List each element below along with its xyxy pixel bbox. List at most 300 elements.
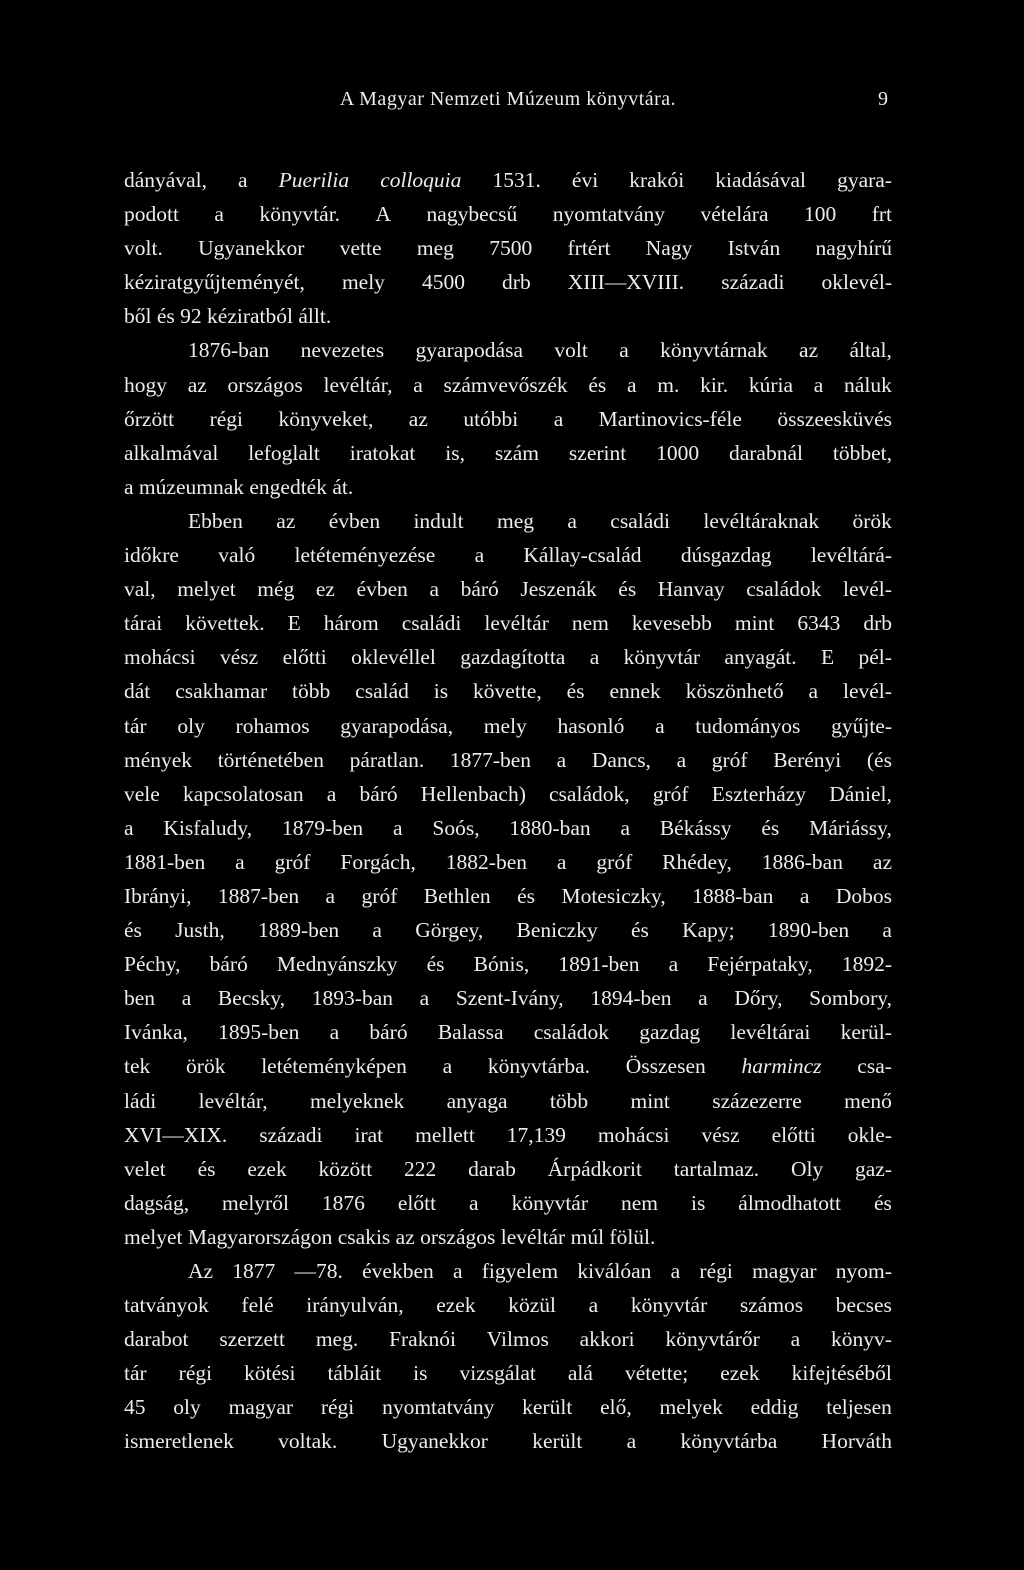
word: Becsky, [217, 986, 286, 1011]
word: a [620, 815, 630, 840]
text-line [124, 1152, 892, 1186]
word: 6343 [797, 611, 841, 636]
word: Oly [790, 1156, 824, 1181]
word: vette [339, 236, 382, 261]
word: Árpádkorit [547, 1156, 642, 1181]
word: az [187, 372, 207, 397]
word: melyet [124, 1224, 183, 1249]
word: tárai [124, 611, 163, 636]
text-line [124, 299, 892, 333]
word: szerzett [219, 1327, 285, 1352]
word: a [553, 406, 564, 431]
text-line [124, 402, 892, 436]
word: is, [445, 440, 465, 465]
word: alá [567, 1361, 593, 1386]
word: levél- [842, 679, 892, 704]
word: kerül- [840, 1020, 892, 1045]
word: régi [178, 1361, 213, 1386]
word: ezek [720, 1361, 760, 1386]
word: követtek. [185, 611, 265, 636]
word: XIII—XVIII. [567, 270, 685, 295]
word: drb [863, 611, 892, 636]
word: ezek [436, 1293, 476, 1318]
word: elő, [600, 1395, 632, 1420]
word: dát [124, 679, 151, 704]
word: utóbbi [463, 406, 519, 431]
word: magyar [752, 1259, 817, 1283]
word: előtti [771, 1122, 816, 1147]
word: Bethlen [423, 883, 491, 908]
word: Martinovics-féle [598, 406, 742, 431]
word: is [433, 679, 449, 704]
text-line [124, 1049, 892, 1083]
word: a [235, 849, 245, 874]
word: Ebben [188, 508, 243, 533]
word: történetében [217, 747, 324, 772]
word: a [626, 372, 637, 397]
word: örök [852, 508, 892, 533]
word: kéziratból [207, 304, 293, 329]
word: 1877-ben [449, 747, 532, 772]
word: drb [502, 270, 531, 295]
word: gazdagította [460, 645, 566, 670]
word: többet, [832, 440, 892, 465]
word: vétette; [624, 1361, 689, 1386]
word: 17,139 [506, 1122, 566, 1147]
text-line [124, 504, 892, 538]
word: került [522, 1395, 573, 1420]
word: 1892- [841, 952, 892, 977]
word: könyvtár [511, 1190, 588, 1215]
word: Ivánka, [124, 1020, 188, 1045]
word: 1895-ben [218, 1020, 300, 1045]
word: ezek [247, 1156, 287, 1181]
word: és [156, 304, 175, 329]
word: vész [220, 645, 259, 670]
word: a [670, 1259, 681, 1283]
word: vizsgálat [459, 1361, 536, 1386]
word: kapcsolatosan [182, 781, 304, 806]
word: kir. [700, 372, 729, 397]
word: kiválóan [577, 1259, 652, 1283]
word: Dancs, [591, 747, 651, 772]
word: a [124, 815, 134, 840]
word: E [287, 611, 301, 636]
word: országos [227, 372, 303, 397]
word: a [676, 747, 687, 772]
word: hasonló [557, 713, 625, 738]
word: dúsgazdag [680, 543, 772, 568]
text-line [124, 265, 892, 299]
word: frt [871, 202, 892, 227]
word: 1890-ben [767, 918, 850, 943]
word: Hanvay [657, 577, 725, 602]
word: a [442, 1054, 453, 1079]
word: a [626, 1429, 637, 1454]
word: a [325, 883, 336, 908]
word: Az [188, 1259, 214, 1283]
word: nevezetes [300, 338, 385, 363]
text-line [124, 811, 892, 845]
word: melyek [659, 1395, 723, 1420]
word: levéltár, [198, 1088, 268, 1113]
word: mint [630, 1088, 670, 1113]
word: könyv- [831, 1327, 892, 1352]
word: előtti [282, 645, 327, 670]
word: 1894-ben [590, 986, 672, 1011]
word: nagyhírű [815, 236, 892, 261]
word: át. [332, 474, 354, 499]
word: Fraknói [389, 1327, 456, 1352]
word: Motesiczky, [561, 883, 666, 908]
word: nyomtatvány [382, 1395, 495, 1420]
word: a [813, 372, 824, 397]
word: család [355, 679, 409, 704]
word: az [395, 1224, 415, 1249]
word: őrzött [124, 406, 175, 431]
word: indult [413, 508, 464, 533]
text-line [124, 1288, 892, 1322]
word: számvevőszék [443, 372, 568, 397]
text-line [124, 538, 892, 572]
word: a [474, 543, 485, 568]
word: és [630, 918, 649, 943]
word: számos [739, 1293, 804, 1318]
word: 1882-ben [445, 849, 527, 874]
word: pél- [858, 645, 892, 670]
word: Kapy; [682, 918, 735, 943]
word: Békássy [659, 815, 732, 840]
word: követte, [473, 679, 542, 704]
word: hogy [124, 372, 167, 397]
running-head [128, 88, 888, 118]
word: menő [844, 1088, 892, 1113]
word: báró [369, 1020, 408, 1045]
word: könyvtár [630, 1293, 708, 1318]
text-line [124, 572, 892, 606]
word: anyaga [446, 1088, 508, 1113]
word: 1893-ban [311, 986, 393, 1011]
word: letéteményezése [294, 543, 436, 568]
word: Görgey, [415, 918, 484, 943]
word: levéltárá- [810, 543, 892, 568]
word: előtt [397, 1190, 437, 1215]
word: könyvtárnak [660, 338, 768, 363]
word: kiadásával [715, 168, 806, 192]
word: a [790, 1327, 801, 1352]
word: álmodhatott [738, 1190, 841, 1215]
word: oly [173, 1395, 201, 1420]
word: krakói [629, 168, 685, 192]
word: dagság, [124, 1190, 190, 1215]
word: Ugyanekkor [381, 1429, 488, 1454]
word: gróf [596, 849, 633, 874]
word: a [556, 849, 567, 874]
word: és [761, 815, 780, 840]
text-line [124, 436, 892, 470]
word: a [413, 372, 423, 397]
word: nem [571, 611, 609, 636]
word: mohácsi [124, 645, 196, 670]
word: a [469, 1190, 479, 1215]
word: Kisfaludy, [163, 815, 253, 840]
word: évi [571, 168, 599, 192]
word: Bónis, [473, 952, 530, 977]
word: 1887-ben [217, 883, 300, 908]
word: Berényi [773, 747, 842, 772]
word: meg. [315, 1327, 359, 1352]
word: három [323, 611, 379, 636]
word: Dőry, [734, 986, 783, 1011]
word: Hellenbach) [420, 781, 526, 806]
word: vele [124, 781, 160, 806]
word: kéziratgyűjteményét, [124, 270, 305, 295]
word: gyűjte- [831, 713, 892, 738]
page-number: 9 [878, 88, 888, 110]
word: az [799, 338, 819, 363]
word: családi [401, 611, 462, 636]
word: levéltárai [730, 1020, 811, 1045]
word: volt [554, 338, 588, 363]
word: Ibrányi, [124, 883, 192, 908]
word: István [727, 236, 781, 261]
word: a [452, 1259, 463, 1283]
word: könyvtár. [259, 202, 341, 227]
word: voltak. [278, 1429, 338, 1454]
text-line [124, 947, 892, 981]
word: vételára [700, 202, 769, 227]
body-text [124, 163, 892, 1459]
word: és [197, 1156, 216, 1181]
word: melyet [177, 577, 236, 602]
word: náluk [844, 372, 892, 397]
word: Rhédey, [662, 849, 732, 874]
word: becses [835, 1293, 892, 1318]
word: az [872, 849, 892, 874]
word: darabnál [728, 440, 803, 465]
word: Soós, [432, 815, 480, 840]
word: irat [354, 1122, 384, 1147]
word: több [549, 1088, 589, 1113]
word: és [124, 918, 142, 943]
word: 1000 [656, 440, 700, 465]
word: még [257, 577, 295, 602]
text-line [124, 1220, 892, 1254]
word: 7500 [489, 236, 533, 261]
word: a [799, 883, 810, 908]
text-line [124, 333, 892, 367]
word: (és [866, 747, 892, 772]
word: 222 [404, 1156, 437, 1181]
text-line [124, 777, 892, 811]
word: lefoglalt [248, 440, 320, 465]
word: mely [483, 713, 527, 738]
word: a [214, 202, 224, 227]
word: időkre [124, 543, 179, 568]
word: a [567, 508, 577, 533]
text-line [124, 1186, 892, 1220]
word: Forgách, [340, 849, 416, 874]
word: gróf [361, 883, 398, 908]
text-line [124, 743, 892, 777]
word: levéltár [484, 611, 549, 636]
word: báró [359, 781, 398, 806]
word: A [375, 202, 392, 227]
word: kevesebb [631, 611, 712, 636]
word: gyarapodása, [340, 713, 454, 738]
word: országos [420, 1224, 496, 1249]
word: harmincz [741, 1054, 822, 1079]
word: a [556, 747, 567, 772]
word: könyveket, [278, 406, 374, 431]
word: és [426, 952, 445, 977]
word: a [668, 952, 679, 977]
word: és [517, 883, 536, 908]
word: kúria [748, 372, 794, 397]
word: 1891-ben [558, 952, 640, 977]
word: velet [124, 1156, 166, 1181]
text-line [124, 368, 892, 402]
word: okle- [847, 1122, 892, 1147]
word: Fejérpataky, [707, 952, 813, 977]
word: magyar [228, 1395, 294, 1420]
text-line [124, 1322, 892, 1356]
text-line [124, 640, 892, 674]
word: 4500 [421, 270, 465, 295]
word: gyarapodása [415, 338, 523, 363]
word: oklevél- [821, 270, 892, 295]
word: csakis [337, 1224, 391, 1249]
word: tábláit [327, 1361, 382, 1386]
text-line [124, 1254, 892, 1288]
word: Máriássy, [809, 815, 892, 840]
word: nyomtatvány [552, 202, 666, 227]
word: teljesen [826, 1395, 892, 1420]
word: Péchy, [124, 952, 181, 977]
word: évben [328, 508, 381, 533]
word: Szent-Ivány, [455, 986, 564, 1011]
word: levéltár [500, 1224, 566, 1249]
word: múl [570, 1224, 605, 1249]
word: a [808, 679, 819, 704]
word: régi [699, 1259, 733, 1283]
word: 100 [803, 202, 837, 227]
word: fölül. [609, 1224, 656, 1249]
word: Nagy [645, 236, 693, 261]
word: melyeknek [309, 1088, 405, 1113]
word: Balassa [437, 1020, 504, 1045]
word: mint [734, 611, 775, 636]
word: szerint [568, 440, 627, 465]
word: tár [124, 713, 147, 738]
word: a [372, 918, 382, 943]
word: meg [416, 236, 454, 261]
word: gaz- [854, 1156, 892, 1181]
word: nagybecsű [426, 202, 518, 227]
word: Mednyánszky [276, 952, 398, 977]
word: engedték [249, 474, 327, 499]
word: iratokat [349, 440, 416, 465]
word: báró [460, 577, 499, 602]
word: csa- [857, 1054, 892, 1079]
word: régi [320, 1395, 355, 1420]
word: könyvtár [623, 645, 701, 670]
word: csakhamar [175, 679, 268, 704]
word: 1881-ben [124, 849, 206, 874]
text-line [124, 163, 892, 197]
text-line [124, 1390, 892, 1424]
word: a [655, 713, 665, 738]
word: Beniczky [516, 918, 598, 943]
word: letéteményképen [261, 1054, 407, 1079]
word: a [619, 338, 629, 363]
word: mények [124, 747, 193, 772]
text-line [124, 606, 892, 640]
word: ennek [609, 679, 661, 704]
word: évben [356, 577, 408, 602]
word: páratlan. [349, 747, 425, 772]
word: az [276, 508, 296, 533]
word: Ugyanekkor [198, 236, 305, 261]
word: a [124, 474, 134, 499]
word: Dobos [835, 883, 892, 908]
word: irányulván, [306, 1293, 404, 1318]
word: örök [186, 1054, 226, 1079]
word: Eszterházy [711, 781, 807, 806]
word: báró [209, 952, 248, 977]
word: családok [746, 577, 822, 602]
word: által, [849, 338, 892, 363]
word: századi [721, 270, 785, 295]
word: százezerre [712, 1088, 802, 1113]
word: századi [259, 1122, 323, 1147]
word: családok, [549, 781, 630, 806]
word: oklevéllel [351, 645, 436, 670]
word: eddig [750, 1395, 799, 1420]
word: 1889-ben [257, 918, 340, 943]
word: darab [468, 1156, 516, 1181]
word: mely [341, 270, 385, 295]
word: kifejtéséből [791, 1361, 892, 1386]
word: ből [124, 304, 152, 329]
word: 1886-ban [761, 849, 843, 874]
word: ismeretlenek [124, 1429, 234, 1454]
word: a [698, 986, 708, 1011]
word: alkalmával [124, 440, 219, 465]
word: meg [496, 508, 535, 533]
word: tudományos [695, 713, 801, 738]
text-line [124, 231, 892, 265]
word: szám [494, 440, 540, 465]
text-line [124, 879, 892, 913]
word: könyvtárba. [487, 1054, 590, 1079]
word: ez [315, 577, 335, 602]
word: között [318, 1156, 373, 1181]
word: és [618, 577, 637, 602]
word: levél- [843, 577, 892, 602]
word: tartalmaz. [673, 1156, 760, 1181]
text-line [124, 1015, 892, 1049]
word: való [218, 543, 256, 568]
word: és [588, 372, 607, 397]
text-line [124, 1356, 892, 1390]
word: a [589, 645, 600, 670]
word: könyvtárőr [665, 1327, 760, 1352]
word: a [882, 918, 892, 943]
word: levéltáraknak [703, 508, 820, 533]
word: Horváth [821, 1429, 892, 1454]
word: E [821, 645, 835, 670]
